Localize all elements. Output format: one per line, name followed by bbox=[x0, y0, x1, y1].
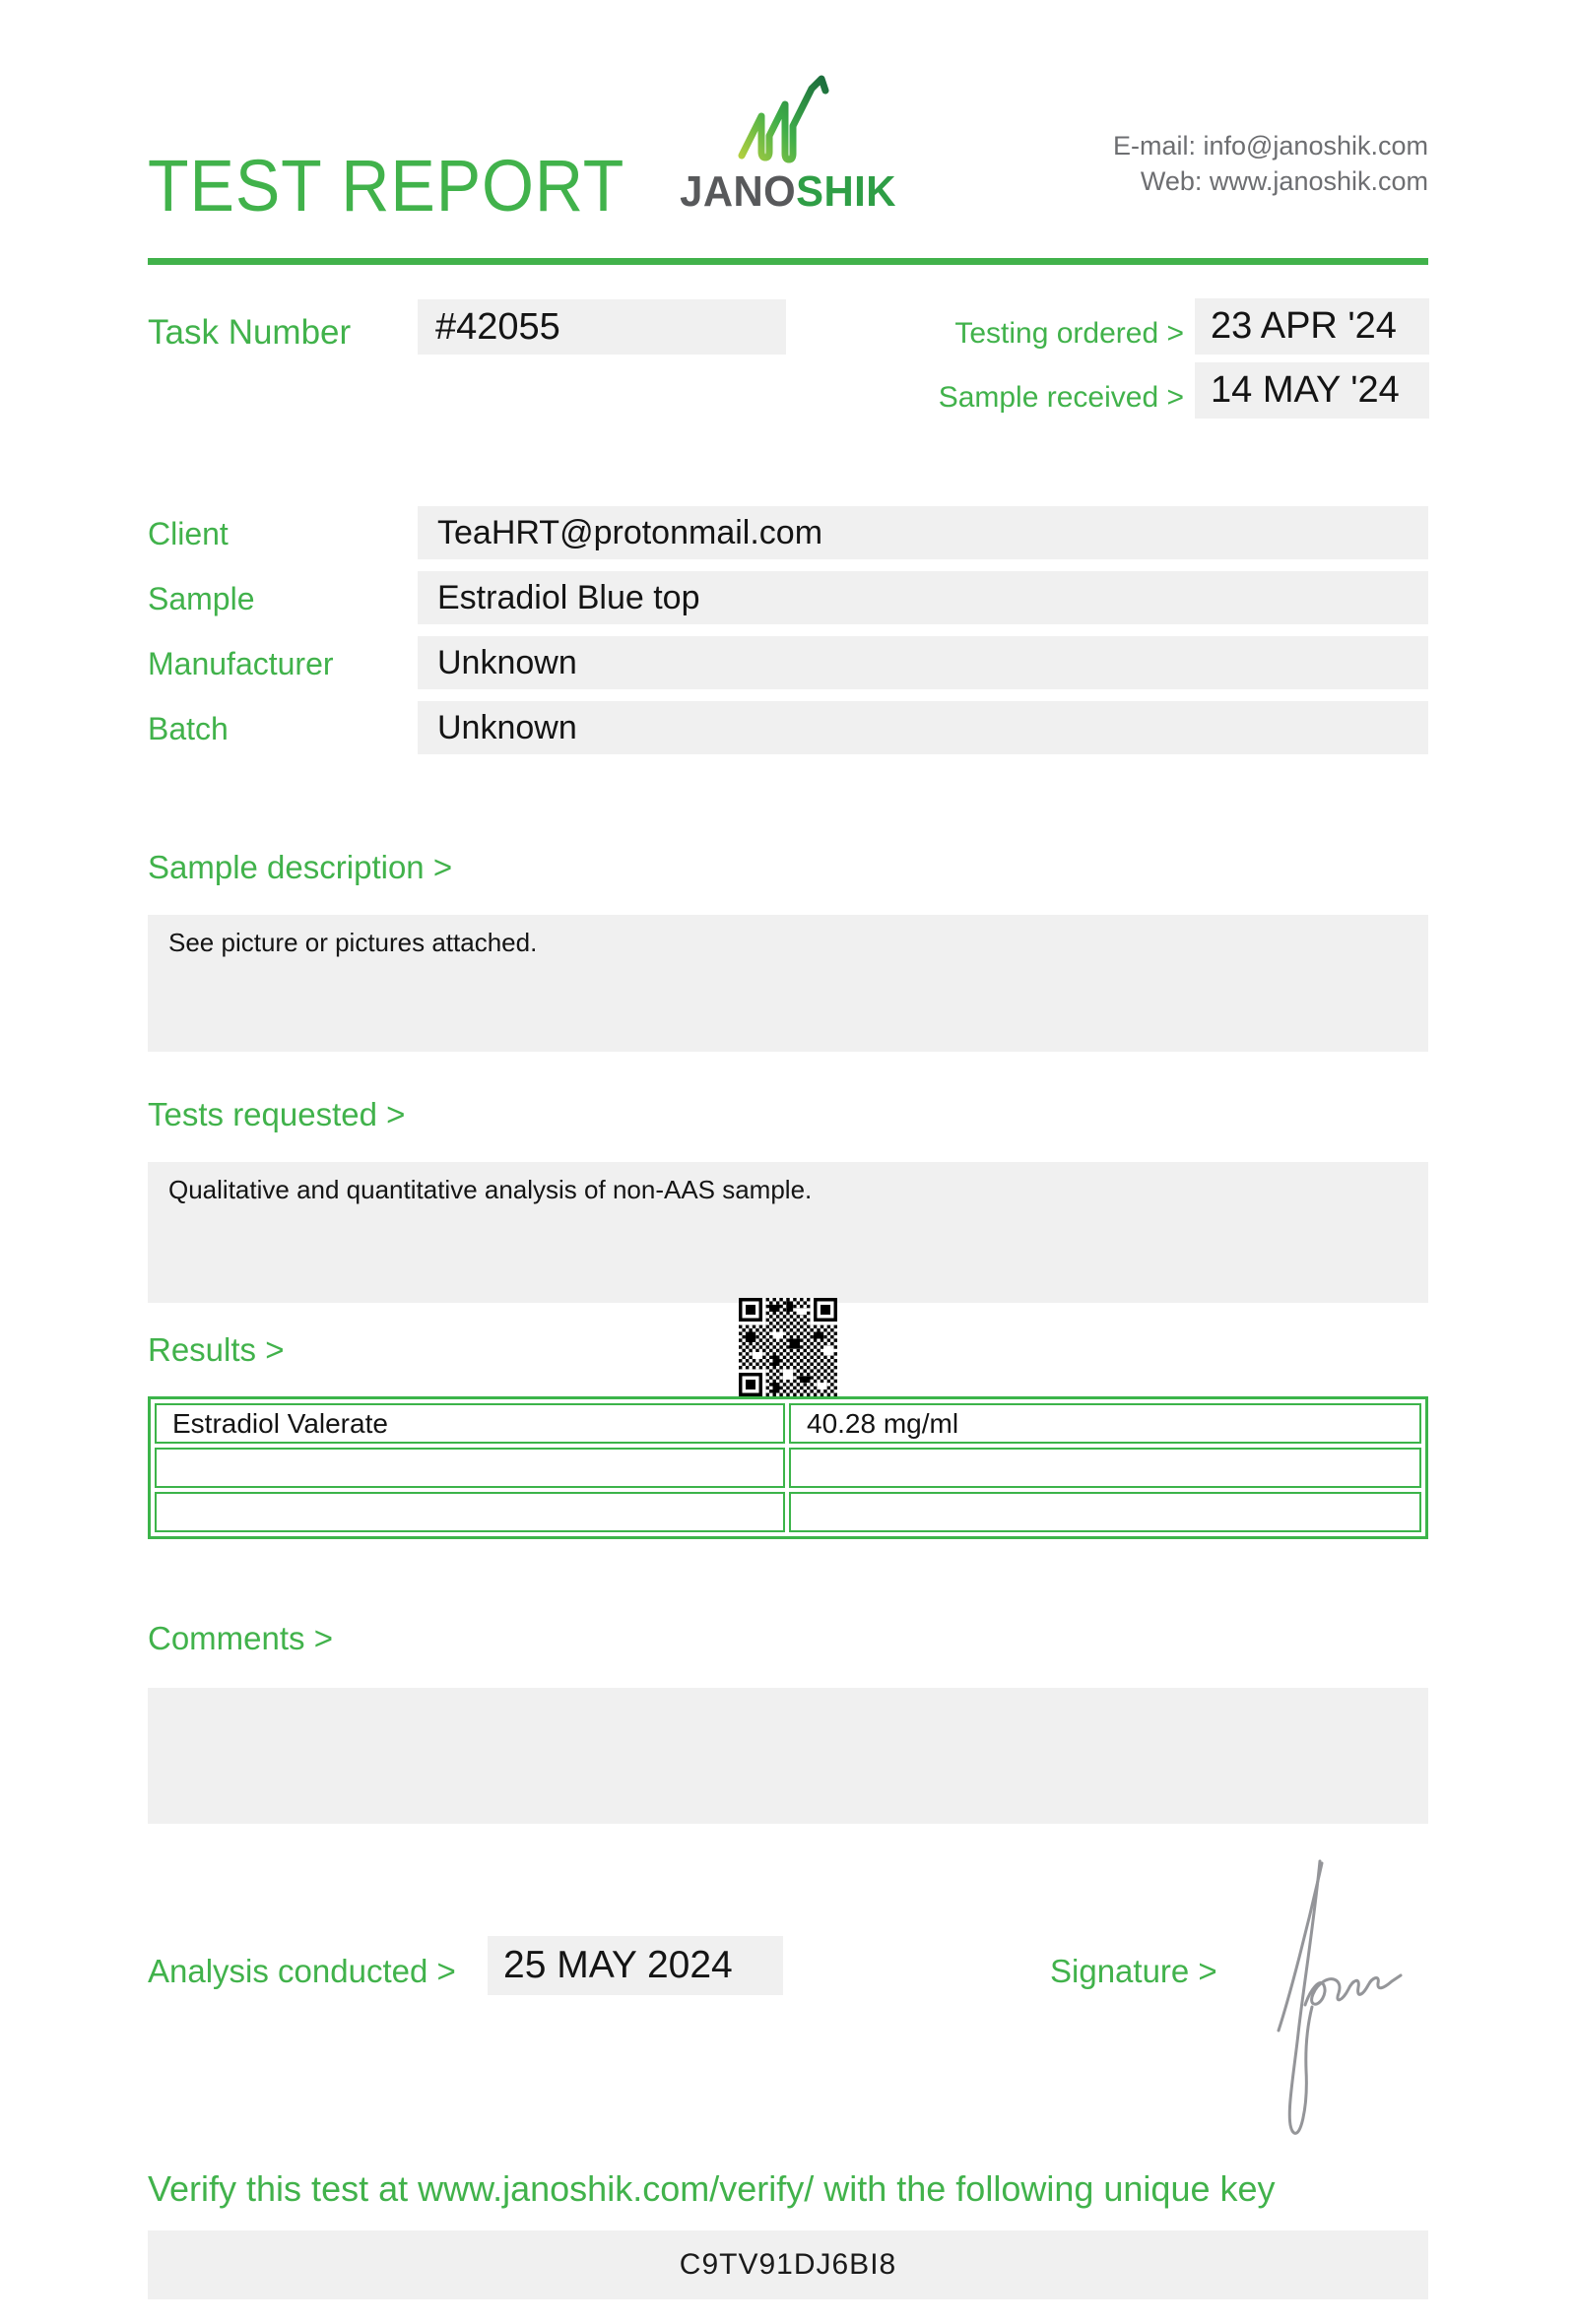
tests-requested-heading: Tests requested > bbox=[148, 1096, 406, 1132]
client-value: TeaHRT@protonmail.com bbox=[437, 514, 823, 551]
manufacturer-value: Unknown bbox=[437, 644, 577, 681]
logo-wordmark-green: SHIK bbox=[796, 167, 896, 216]
analysis-conducted-label: Analysis conducted > bbox=[148, 1953, 456, 1989]
sample-received-label: Sample received > bbox=[938, 381, 1184, 414]
header-divider bbox=[148, 258, 1428, 265]
comments-text bbox=[148, 1688, 1428, 1713]
signature-image bbox=[1251, 1812, 1468, 2147]
result-value-cell bbox=[789, 1492, 1421, 1532]
comments-heading: Comments > bbox=[148, 1620, 333, 1656]
sample-received-value: 14 MAY '24 bbox=[1211, 369, 1400, 411]
results-heading: Results > bbox=[148, 1331, 285, 1368]
verify-instruction: Verify this test at www.janoshik.com/verify/ with the following unique key bbox=[148, 2168, 1276, 2209]
testing-ordered-label: Testing ordered > bbox=[954, 317, 1184, 350]
testing-ordered-value: 23 APR '24 bbox=[1211, 305, 1397, 347]
manufacturer-label: Manufacturer bbox=[148, 646, 334, 681]
page-title: TEST REPORT bbox=[148, 145, 625, 226]
sample-description-heading: Sample description > bbox=[148, 849, 453, 885]
signature-label: Signature > bbox=[1050, 1953, 1217, 1989]
task-number-label: Task Number bbox=[148, 313, 352, 352]
analysis-date-value: 25 MAY 2024 bbox=[503, 1944, 733, 1986]
task-number-value: #42055 bbox=[435, 306, 560, 348]
results-table bbox=[148, 1396, 1428, 1539]
qr-finder-top-left bbox=[739, 1298, 762, 1322]
sample-value: Estradiol Blue top bbox=[437, 579, 700, 616]
sample-label: Sample bbox=[148, 581, 255, 616]
sample-description-text: See picture or pictures attached. bbox=[168, 928, 538, 957]
result-name-cell bbox=[155, 1448, 785, 1488]
result-name-cell bbox=[155, 1492, 785, 1532]
contact-email: E-mail: info@janoshik.com bbox=[1112, 131, 1428, 161]
growth-chart-icon bbox=[735, 75, 837, 163]
sample-description-box bbox=[148, 915, 1428, 1052]
batch-value: Unknown bbox=[437, 709, 577, 746]
verify-key-value: C9TV91DJ6BI8 bbox=[679, 2248, 897, 2281]
client-label: Client bbox=[148, 516, 229, 551]
contact-web: Web: www.janoshik.com bbox=[1140, 166, 1428, 196]
contact-block bbox=[1113, 128, 1428, 199]
comments-box bbox=[148, 1688, 1428, 1824]
qr-finder-bottom-left bbox=[739, 1373, 762, 1396]
logo-wordmark bbox=[657, 167, 919, 217]
result-value-cell bbox=[789, 1448, 1421, 1488]
result-value-cell: 40.28 mg/ml bbox=[789, 1403, 1421, 1444]
result-name-cell: Estradiol Valerate bbox=[155, 1403, 785, 1444]
qr-finder-top-right bbox=[814, 1298, 837, 1322]
tests-requested-text: Qualitative and quantitative analysis of non-AAS sample. bbox=[168, 1175, 813, 1204]
batch-label: Batch bbox=[148, 711, 229, 746]
logo-wordmark-gray: JANO bbox=[680, 167, 797, 216]
tests-requested-box bbox=[148, 1162, 1428, 1303]
qr-code bbox=[739, 1298, 837, 1396]
